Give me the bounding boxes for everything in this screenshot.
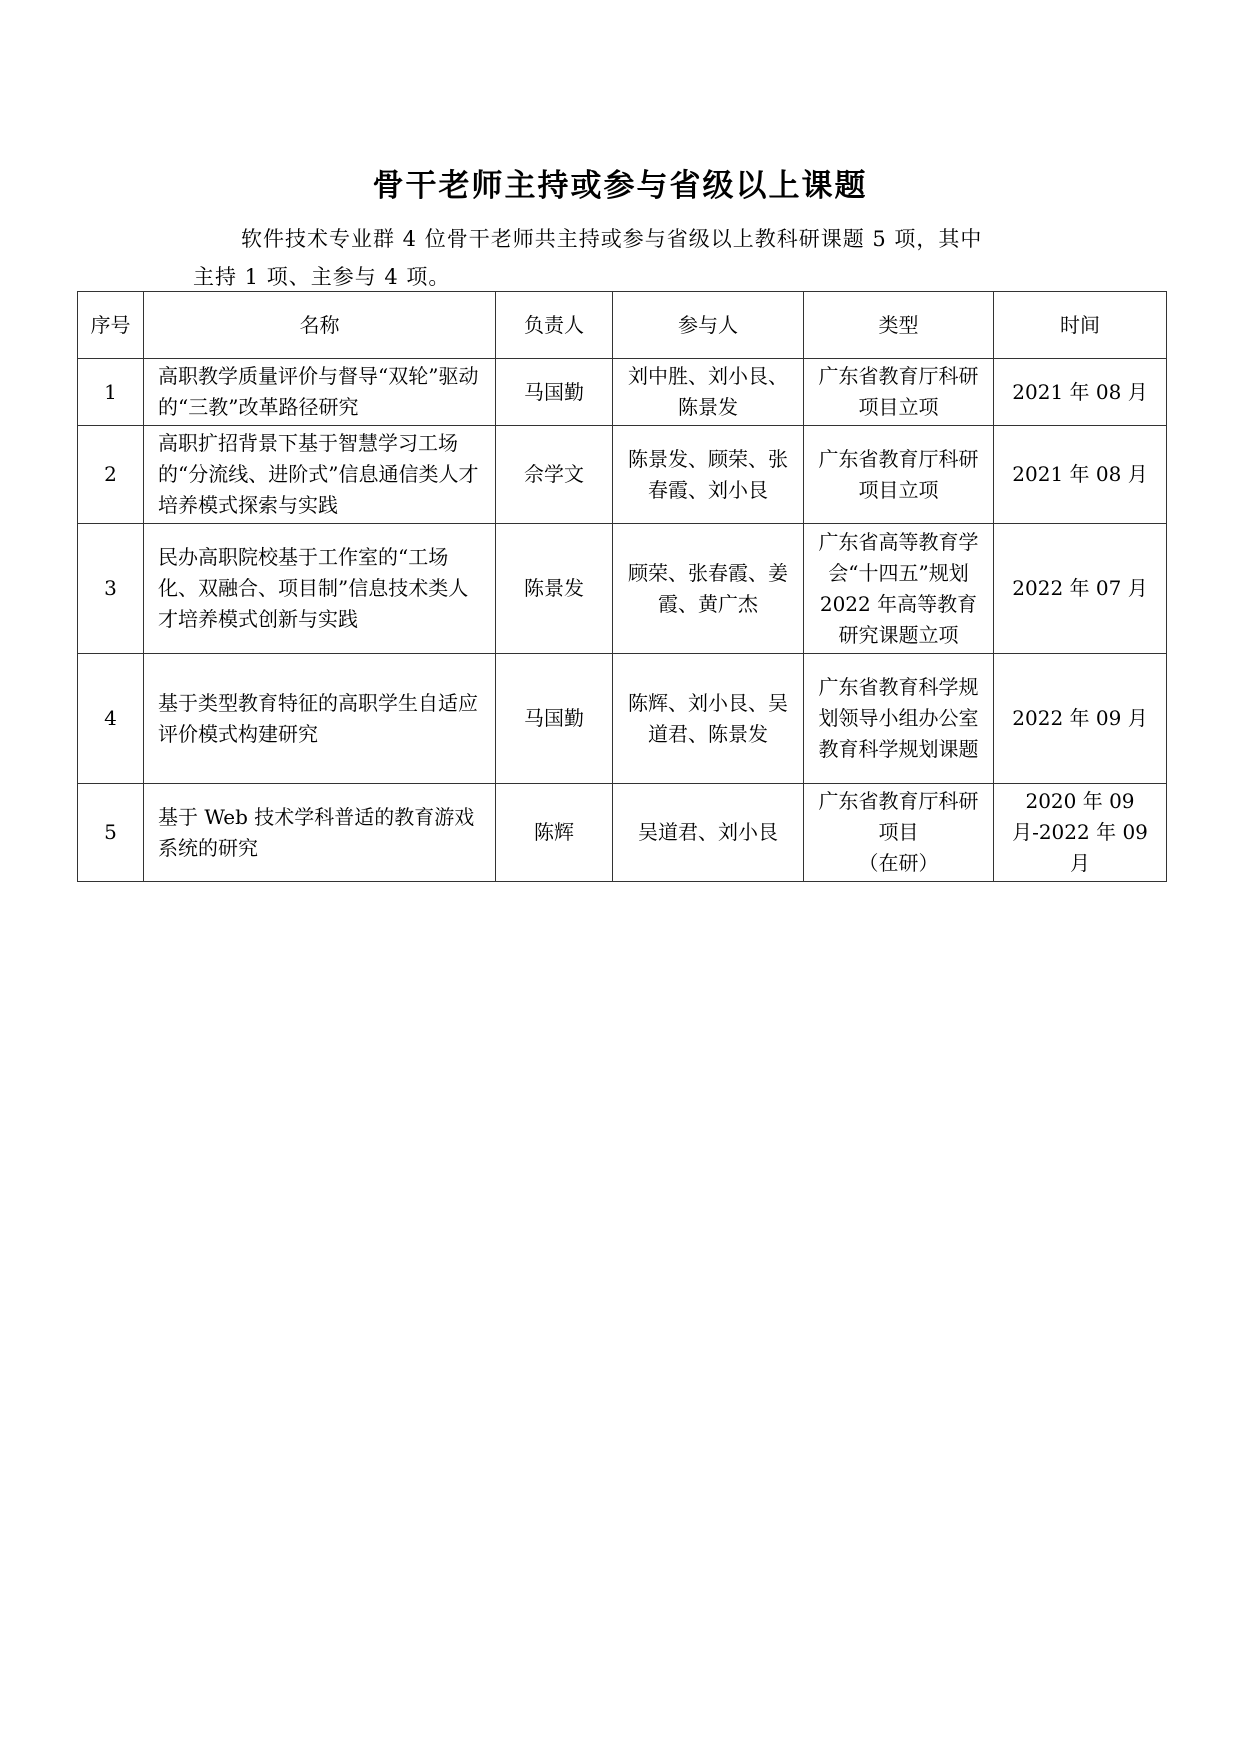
cell-name: 基于类型教育特征的高职学生自适应评价模式构建研究 — [144, 654, 496, 784]
table-row — [78, 426, 1167, 524]
projects-table — [77, 291, 1167, 882]
header-type: 类型 — [804, 292, 994, 359]
cell-seq: 3 — [78, 524, 144, 654]
cell-participants: 吴道君、刘小艮 — [613, 784, 804, 882]
cell-type — [804, 784, 994, 882]
document-title: 骨干老师主持或参与省级以上课题 — [372, 168, 868, 204]
header-seq: 序号 — [78, 292, 144, 359]
table-row — [78, 784, 1167, 882]
cell-leader: 马国勤 — [496, 359, 613, 426]
cell-name: 基于 Web 技术学科普适的教育游戏系统的研究 — [144, 784, 496, 882]
cell-type-note: （在研） — [858, 851, 939, 875]
cell-time: 2020 年 09 月-2022 年 09 月 — [994, 784, 1167, 882]
cell-time: 2021 年 08 月 — [994, 359, 1167, 426]
cell-leader: 佘学文 — [496, 426, 613, 524]
cell-time: 2022 年 07 月 — [994, 524, 1167, 654]
cell-seq: 5 — [78, 784, 144, 882]
table-row — [78, 359, 1167, 426]
intro-line-1: 软件技术专业群 4 位骨干老师共主持或参与省级以上教科研课题 5 项，其中 — [241, 227, 983, 251]
header-name: 名称 — [144, 292, 496, 359]
cell-seq: 4 — [78, 654, 144, 784]
cell-time: 2022 年 09 月 — [994, 654, 1167, 784]
intro-paragraph — [193, 220, 1073, 296]
cell-name: 民办高职院校基于工作室的“工场化、双融合、项目制”信息技术类人才培养模式创新与实践 — [144, 524, 496, 654]
cell-type: 广东省高等教育学会“十四五”规划 2022 年高等教育研究课题立项 — [804, 524, 994, 654]
table-header-row — [78, 292, 1167, 359]
cell-participants: 顾荣、张春霞、姜霞、黄广杰 — [613, 524, 804, 654]
intro-line-2: 主持 1 项、主参与 4 项。 — [193, 265, 451, 289]
cell-name: 高职教学质量评价与督导“双轮”驱动的“三教”改革路径研究 — [144, 359, 496, 426]
cell-participants: 陈辉、刘小艮、吴道君、陈景发 — [613, 654, 804, 784]
cell-participants: 刘中胜、刘小艮、陈景发 — [613, 359, 804, 426]
cell-type: 广东省教育厅科研项目立项 — [804, 426, 994, 524]
header-participants: 参与人 — [613, 292, 804, 359]
header-leader: 负责人 — [496, 292, 613, 359]
cell-leader: 马国勤 — [496, 654, 613, 784]
header-time: 时间 — [994, 292, 1167, 359]
cell-participants: 陈景发、顾荣、张春霞、刘小艮 — [613, 426, 804, 524]
cell-seq: 1 — [78, 359, 144, 426]
cell-seq: 2 — [78, 426, 144, 524]
cell-type: 广东省教育厅科研项目立项 — [804, 359, 994, 426]
cell-leader: 陈景发 — [496, 524, 613, 654]
cell-time: 2021 年 08 月 — [994, 426, 1167, 524]
cell-type: 广东省教育科学规划领导小组办公室教育科学规划课题 — [804, 654, 994, 784]
table-row — [78, 524, 1167, 654]
cell-leader: 陈辉 — [496, 784, 613, 882]
cell-name: 高职扩招背景下基于智慧学习工场的“分流线、进阶式”信息通信类人才培养模式探索与实践 — [144, 426, 496, 524]
table-row — [78, 654, 1167, 784]
cell-type-main: 广东省教育厅科研项目 — [818, 789, 979, 844]
